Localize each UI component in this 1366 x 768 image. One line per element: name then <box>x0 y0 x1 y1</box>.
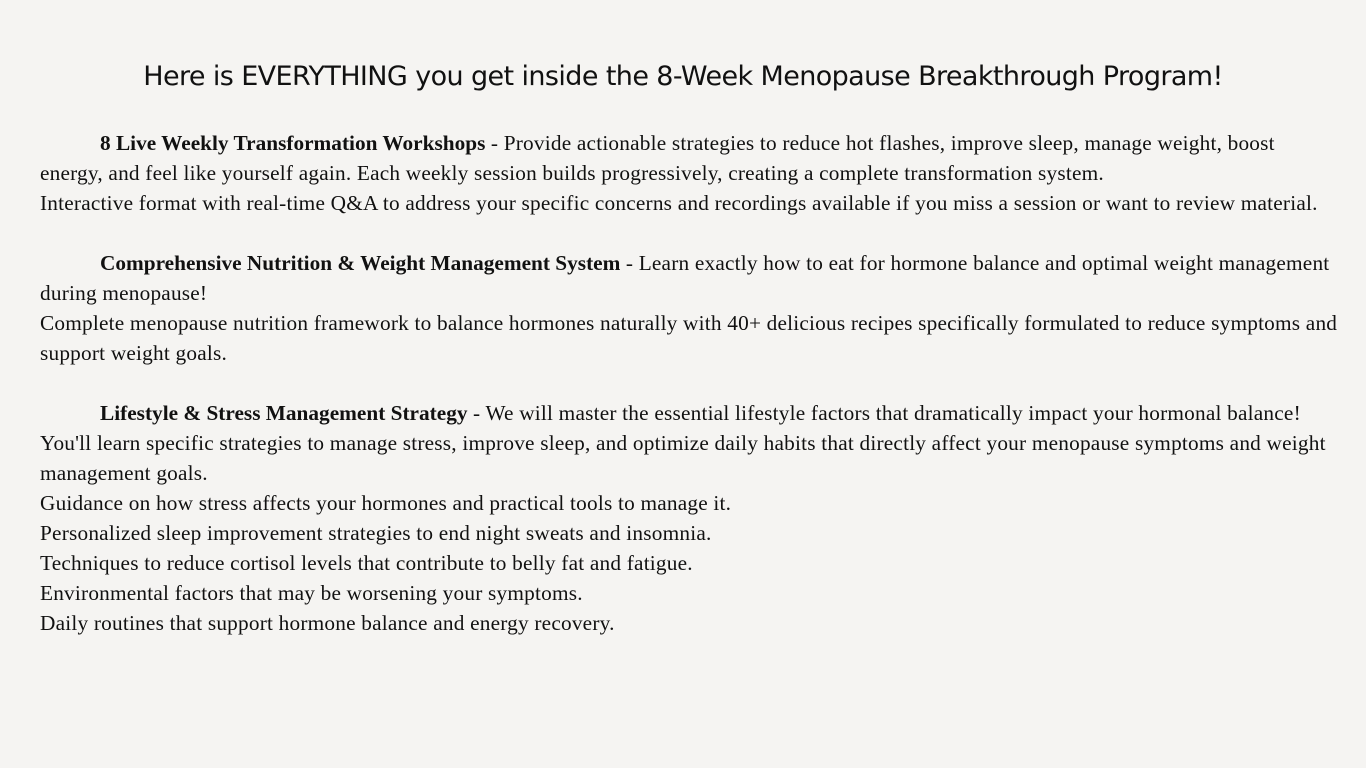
section-detail: You'll learn specific strategies to manage stress, improve sleep, and optimize daily habits that directly affect your menopause symptoms and weight management goals. <box>40 431 1326 485</box>
section-detail: Environmental factors that may be worsening your symptoms. <box>40 581 583 605</box>
section-lead-text: - Learn exactly how to eat for hormone balance and optimal weight management during menopause! <box>40 251 1330 305</box>
program-content <box>40 128 1340 638</box>
section-lead-text: - We will master the essential lifestyle factors that dramatically impact your hormonal balance! <box>467 401 1301 425</box>
section-detail: Guidance on how stress affects your hormones and practical tools to manage it. <box>40 491 732 515</box>
section-detail: Interactive format with real-time Q&A to address your specific concerns and recordings available if you miss a session or want to review material. <box>40 191 1318 215</box>
section-lead <box>40 128 1340 188</box>
section-lifestyle-strategy <box>40 398 1340 638</box>
section-nutrition-system <box>40 248 1340 368</box>
section-lead-text: - Provide actionable strategies to reduce hot flashes, improve sleep, manage weight, boost energy, and feel like yourself again. Each weekly session builds progressively, creating a complete transformation system. <box>40 131 1275 185</box>
section-heading: 8 Live Weekly Transformation Workshops <box>100 131 486 155</box>
section-lead <box>40 398 1340 428</box>
section-detail: Techniques to reduce cortisol levels that contribute to belly fat and fatigue. <box>40 551 693 575</box>
page-title: Here is EVERYTHING you get inside the 8-Week Menopause Breakthrough Program! <box>143 61 1223 92</box>
section-detail: Complete menopause nutrition framework to balance hormones naturally with 40+ delicious recipes specifically formulated to reduce symptoms and support weight goals. <box>40 311 1338 365</box>
section-live-workshops <box>40 128 1340 218</box>
section-lead <box>40 248 1340 308</box>
section-detail: Daily routines that support hormone balance and energy recovery. <box>40 611 615 635</box>
section-heading: Comprehensive Nutrition & Weight Management System <box>100 251 621 275</box>
section-detail: Personalized sleep improvement strategies to end night sweats and insomnia. <box>40 521 712 545</box>
section-heading: Lifestyle & Stress Management Strategy <box>100 401 468 425</box>
